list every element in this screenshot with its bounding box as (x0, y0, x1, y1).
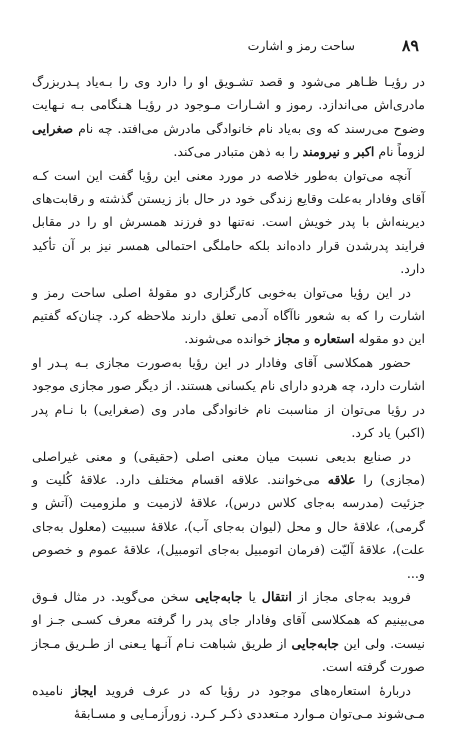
paragraph (32, 164, 425, 281)
text-run: فروید به‌جای مجاز از (291, 588, 412, 604)
bold-term: ایجاز (71, 682, 97, 698)
bold-term: جابه‌جایی (291, 635, 339, 651)
text-run: حضور همکلاسی آقای وفادار در این رؤیا به‌صورت مجازی بـه پـدر او اشارت دارد، چه هردو دارای نام یکسانی هستند. از دیگر صور مجازی موجود در رؤیا می‌توان از مناسبت نام خانوادگی مادر وی (صغرایی) با نـام پدر (اکبر) یاد کرد. (32, 354, 425, 441)
paragraph (32, 585, 425, 679)
text-run: سخن می‌گوید. در مثال فـوق می‌بینیم که همکلاسی آقای وفادار جای پدر را گرفته معرف کسـی جـز او نیست. ولی این (32, 588, 425, 651)
page-number: ۸۹ (401, 36, 419, 55)
text-run: و (340, 144, 355, 160)
bold-term: مجاز (275, 331, 300, 347)
text-run: در رؤیـا ظـاهر می‌شود و قصد تشـویق او را دارد وی را بـه‌یاد پـدربزرگ مادری‌اش می‌اندازد. رموز و اشـارات مـوجود در رؤیـا هـنگامی بـه نـهایت وضوح می‌رسند که وی به‌یاد نام خانوادگی مادرش می‌افتد. چه نام (32, 74, 425, 136)
paragraph (32, 351, 425, 445)
paragraph (32, 679, 425, 726)
text-run: یا (242, 588, 262, 604)
paragraph (32, 70, 425, 164)
bold-term: علاقه (327, 471, 356, 487)
paragraph (32, 281, 425, 351)
bold-term: صغرایی (32, 120, 74, 136)
bold-term: جابه‌جایی (195, 588, 243, 604)
page-header (60, 36, 419, 58)
bold-term: استعاره (314, 331, 355, 347)
body-text (32, 70, 425, 725)
text-run: و (299, 331, 315, 347)
bold-term: انتقال (261, 588, 292, 604)
text-run: لزوماً نام (374, 144, 425, 160)
bold-term: اکبر (354, 144, 375, 160)
running-title: ساحت رمز و اشارت (247, 38, 355, 53)
text-run: دربارهٔ استعاره‌های موجود در رؤیا که در عرف فروید (96, 682, 411, 698)
text-run: آنچه می‌توان به‌طور خلاصه در مورد معنی این رؤیا گفت این است کـه آقای وفادار به‌علت وقایع زندگی خود در حال باز زیستن گذشته و رقابت‌های دیرینه‌اش با پدر خویش است. نه‌تنها دو فرزند همسرش او را در مقابل فرایند پدرشدن قرار داده‌اند بلکه حاملگی احتمالی همسر نیز بر آن تأکید دارد. (32, 167, 425, 277)
text-run: را به ذهن متبادر می‌کند. (173, 144, 303, 160)
text-run: در صنایع بدیعی نسبت میان معنی اصلی (حقیقی) و معنی غیراصلی (مجازی) را (32, 448, 425, 487)
text-run: می‌خوانند. علاقه اقسام مختلف دارد. علاقهٔ کُلیت و جزئیت (مدرسه به‌جای کلاس درس)، علاقهٔ لازمیت و ملزومیت (آتش و گرمی)، علاقهٔ حال و محل (لیوان به‌جای آب)، علاقهٔ سببیت (معلول به‌جای علت)، علاقهٔ آلیّت (فرمان اتومبیل به‌جای اتومبیل)، علاقهٔ عموم و خصوص و... (32, 471, 425, 581)
text-run: در این رؤیا می‌توان به‌خوبی کارگزاری دو مقولهٔ اصلی ساحت رمز و اشارت را که به شعور ناآگاه آدمی تعلق دارند ملاحظه کرد. چنان‌که گفتیم این دو مقوله (32, 284, 425, 347)
bold-term: نیرومند (302, 144, 341, 160)
text-run: خوانده می‌شوند. (184, 331, 276, 347)
text-run: نامیده مـی‌شوند مـی‌توان مـوارد مـتعددی ذکـر کـرد. زوراَزمـایی و مسـابقهٔ (32, 682, 425, 721)
paragraph (32, 445, 425, 585)
text-run: از طریق شباهت نـام آنـها یـعنی از طـریق مـجاز صورت گرفته است. (32, 635, 425, 675)
